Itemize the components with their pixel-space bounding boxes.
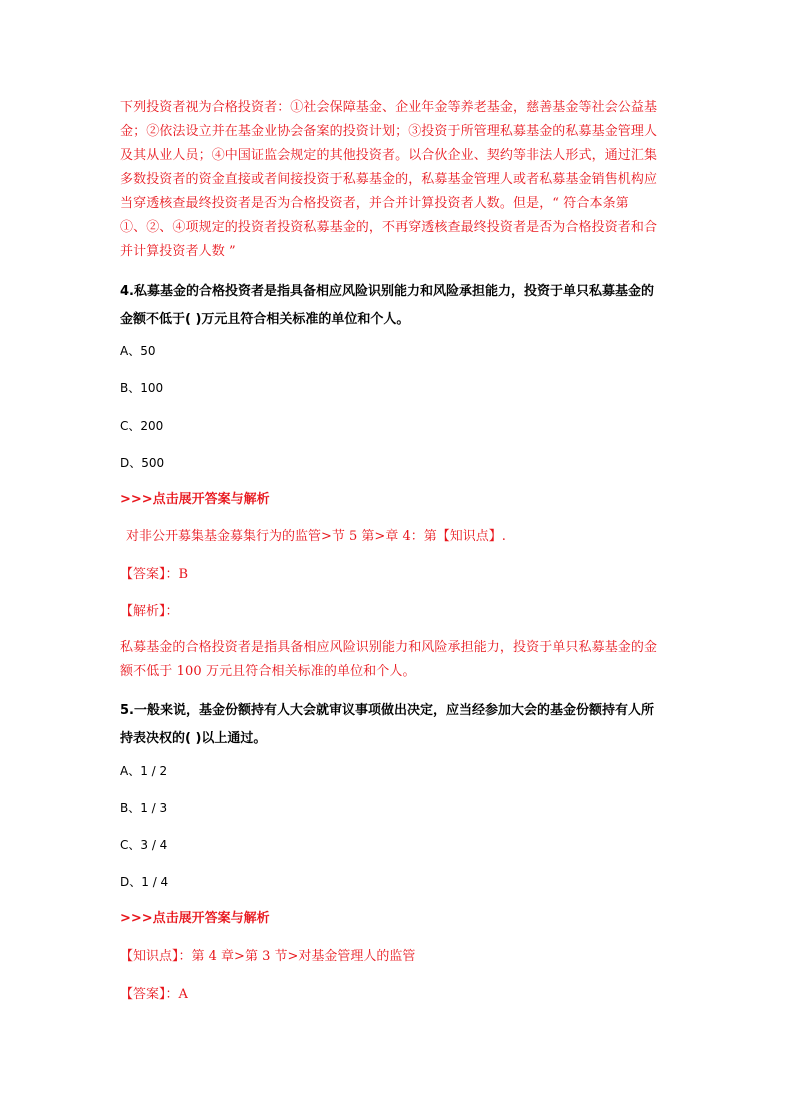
question-5-line: 持表决权的( )以上通过。 [120, 731, 267, 746]
intro-line: 并计算投资者人数 ” [120, 244, 236, 259]
intro-line: 当穿透核查最终投资者是否为合格投资者，并合并计算投资者人数。但是，“ 符合本条第 [120, 196, 629, 211]
question-5-answer [120, 985, 676, 1004]
answer-label: 【答案】： [120, 567, 179, 582]
intro-line: 多数投资者的资金直接或者间接投资于私募基金的，私募基金管理人或者私募基金销售机构应 [120, 172, 658, 187]
answer-value: A [178, 987, 188, 1002]
question-4-answer [120, 565, 676, 584]
question-5-option-a[interactable] [120, 763, 676, 779]
question-4-option-a[interactable] [120, 343, 676, 359]
question-5 [120, 697, 676, 753]
option-label: B、100 [120, 381, 164, 395]
question-4-option-c[interactable] [120, 418, 676, 434]
intro-line: ①、②、④项规定的投资者投资私募基金的，不再穿透核查最终投资者是否为合格投资者和合 [120, 220, 658, 235]
question-4-expand-link[interactable]: >>>点击展开答案与解析 [120, 492, 270, 507]
knowledge-label: 【知识点】： [120, 949, 192, 964]
question-4-knowledge-point: 对非公开募集基金募集行为的监管>节 5 第>章 4：第【知识点】. [126, 529, 506, 544]
option-label: B、1 / 3 [120, 801, 168, 815]
question-5-option-b[interactable] [120, 800, 676, 816]
question-5-line: 5.一般来说，基金份额持有人大会就审议事项做出决定，应当经参加大会的基金份额持有人所 [120, 703, 654, 718]
question-4-line: 金额不低于( )万元且符合相关标准的单位和个人。 [120, 312, 410, 327]
question-4-line: 4.私募基金的合格投资者是指具备相应风险识别能力和风险承担能力，投资于单只私募基金的 [120, 284, 654, 299]
answer-label: 【答案】： [120, 987, 179, 1002]
option-label: C、200 [120, 419, 164, 433]
question-5-knowledge-point [120, 947, 676, 966]
knowledge-value: 第 4 章>第 3 节>对基金管理人的监管 [191, 949, 416, 964]
analysis-line: 私募基金的合格投资者是指具备相应风险识别能力和风险承担能力，投资于单只私募基金的金 [120, 640, 658, 655]
analysis-line: 额不低于 100 万元且符合相关标准的单位和个人。 [120, 664, 416, 679]
intro-line: 下列投资者视为合格投资者：①社会保障基金、企业年金等养老基金，慈善基金等社会公益基 [120, 100, 658, 115]
question-5-option-c[interactable] [120, 837, 676, 853]
option-label: D、1 / 4 [120, 875, 169, 889]
question-4-analysis-heading [120, 602, 676, 621]
question-4-option-b[interactable] [120, 380, 676, 396]
question-5-option-d[interactable] [120, 874, 676, 890]
intro-line: 及其从业人员；④中国证监会规定的其他投资者。以合伙企业、契约等非法人形式，通过汇集 [120, 148, 658, 163]
option-label: A、50 [120, 344, 156, 358]
question-4-option-d[interactable] [120, 455, 676, 471]
option-label: A、1 / 2 [120, 764, 168, 778]
answer-value: B [178, 567, 189, 582]
intro-paragraph [120, 96, 676, 264]
question-5-expand-link[interactable]: >>>点击展开答案与解析 [120, 911, 270, 926]
intro-line: 金；②依法设立并在基金业协会备案的投资计划；③投资于所管理私募基金的私募基金管理人 [120, 124, 658, 139]
analysis-label: 【解析】： [120, 604, 179, 619]
option-label: D、500 [120, 456, 165, 470]
question-4 [120, 278, 676, 334]
option-label: C、3 / 4 [120, 838, 168, 852]
question-4-analysis [120, 636, 676, 684]
